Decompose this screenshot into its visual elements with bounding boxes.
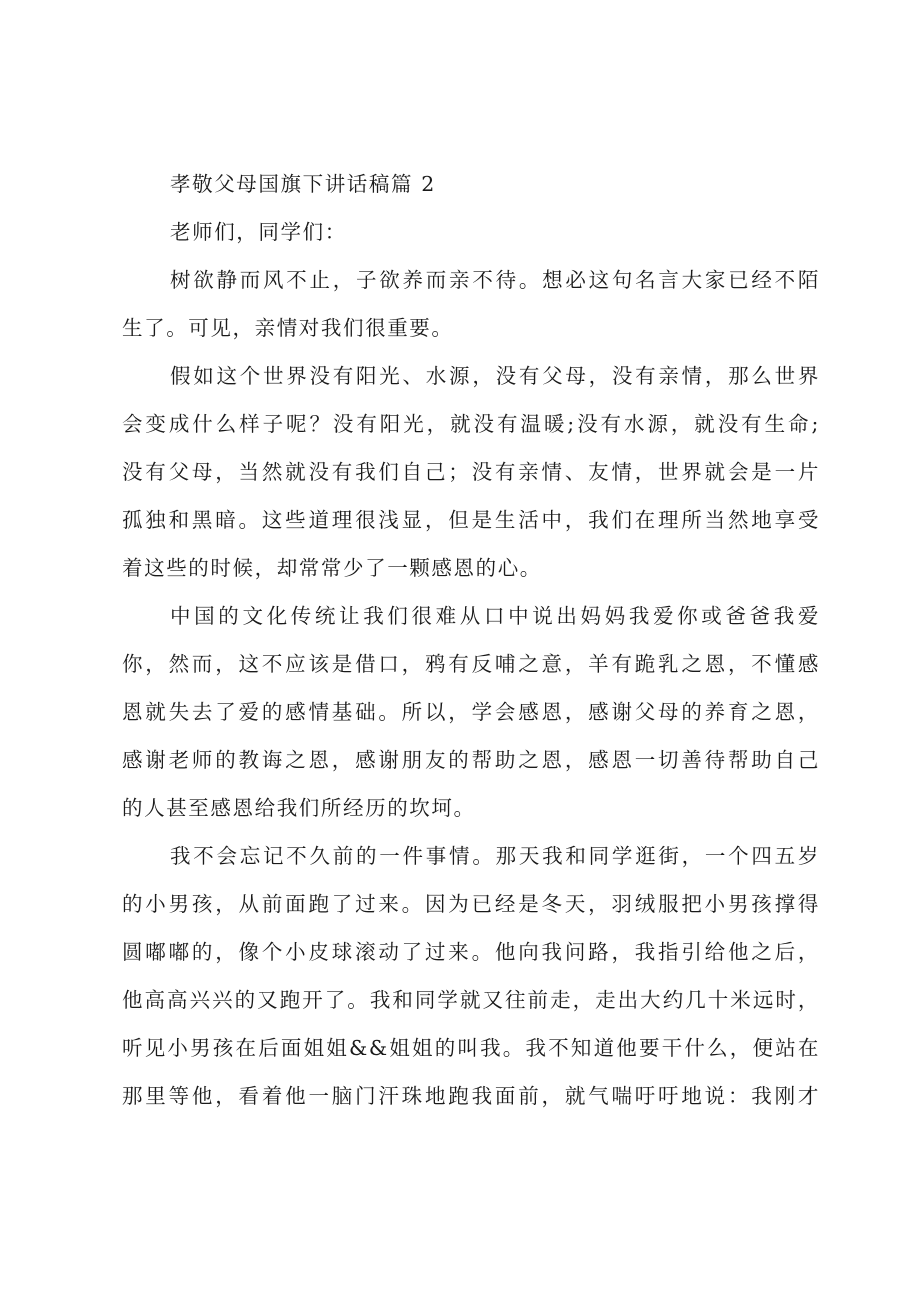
- document-title: 孝敬父母国旗下讲话稿篇 2: [170, 172, 436, 196]
- paragraph-line: 你，然而，这不应该是借口，鸦有反哺之意，羊有跪乳之恩，不懂感: [122, 652, 820, 676]
- paragraph-1: [122, 256, 820, 352]
- paragraph-line: 那里等他，看着他一脑门汗珠地跑我面前，就气喘吁吁地说：我刚才: [122, 1084, 820, 1108]
- paragraph-line: 没有父母，当然就没有我们自己；没有亲情、友情，世界就会是一片: [122, 460, 820, 484]
- paragraph-line: 中国的文化传统让我们很难从口中说出妈妈我爱你或爸爸我爱: [170, 604, 820, 628]
- paragraph-2: [122, 352, 820, 592]
- paragraph-line: 恩就失去了爱的感情基础。所以，学会感恩，感谢父母的养育之恩，: [122, 700, 820, 724]
- paragraph-line: 树欲静而风不止，子欲养而亲不待。想必这句名言大家已经不陌: [170, 268, 820, 292]
- paragraph-line: 假如这个世界没有阳光、水源，没有父母，没有亲情，那么世界: [170, 364, 820, 388]
- document-body: [122, 160, 820, 1120]
- paragraph-line: 孤独和黑暗。这些道理很浅显，但是生活中，我们在理所当然地享受: [122, 508, 820, 532]
- paragraph-line: 着这些的时候，却常常少了一颗感恩的心。: [122, 556, 542, 580]
- paragraph-line: 他高高兴兴的又跑开了。我和同学就又往前走，走出大约几十米远时，: [122, 988, 820, 1012]
- paragraph-line: 圆嘟嘟的，像个小皮球滚动了过来。他向我问路，我指引给他之后，: [122, 940, 820, 964]
- salutation: 老师们，同学们：: [170, 220, 347, 244]
- paragraph-line: 我不会忘记不久前的一件事情。那天我和同学逛街，一个四五岁: [170, 844, 820, 868]
- paragraph-line: 会变成什么样子呢？没有阳光，就没有温暖;没有水源，就没有生命;: [122, 412, 820, 436]
- paragraph-3: [122, 592, 820, 832]
- paragraph-line: 的小男孩，从前面跑了过来。因为已经是冬天，羽绒服把小男孩撑得: [122, 892, 820, 916]
- paragraph-4: [122, 832, 820, 1120]
- paragraph-line: 感谢老师的教诲之恩，感谢朋友的帮助之恩，感恩一切善待帮助自己: [122, 748, 820, 772]
- paragraph-line: 听见小男孩在后面姐姐&&姐姐的叫我。我不知道他要干什么，便站在: [122, 1036, 820, 1060]
- paragraph-line: 生了。可见，亲情对我们很重要。: [122, 316, 454, 340]
- paragraph-line: 的人甚至感恩给我们所经历的坎坷。: [122, 796, 476, 820]
